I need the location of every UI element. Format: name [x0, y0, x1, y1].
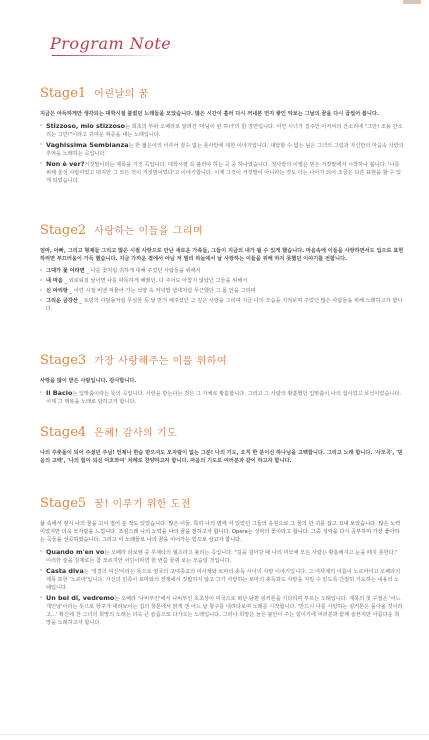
stage-2-item-4	[40, 297, 404, 313]
stage-2-item-1	[40, 267, 404, 275]
stage-1-title: 어린날의 꿈	[94, 89, 149, 100]
stage-5-title: 꿈! 이루기 위한 도전	[94, 499, 192, 510]
song-description: 는 희초의 부파 오페라로 알려진 '마님이 된 하녀'의 한 장면입니다. 어린 시녀가 집주인 아저씨의 잔소리에 "그만! 조용 잔소리는 그만!"이라고 귀여운 짜증을 내는 노래입니다.	[46, 124, 403, 138]
song-title: Quando m'en vo	[46, 548, 105, 556]
corner-tab	[403, 0, 421, 4]
stage-3-heading	[40, 352, 404, 374]
stage-5-heading	[40, 495, 404, 517]
song-description: 는 한 젊은이의 이루어 질수 없는 풋사랑에 대한 이야기입니다. 대답할 수 없는 님은 그녀의 그림과 자신만의 마음속 사랑의 추억을 노래하는 곡입니다.	[46, 143, 404, 157]
stage-4-intro: 나의 주춧돌이 되어 주셨던 주님! 언제나 한숨 받으셔도 모자람이 없는 그분! 나의 기도, 오직 한 분이신 하나님을 고백합니다. 그리고 노래 합니다. '사모곡', '믿음의 고백', '나의 힘이 되신 여호와여' 차례로 찬양하고자 합니다. 마음의 기도로 여러분과 같이 하고자 합니다.	[40, 450, 403, 464]
stage-5-section	[40, 495, 404, 629]
stage-2-heading	[40, 222, 404, 244]
song-description: _ 나를 꽃처럼 귀하게 대해 주었던 사람들을 위해서	[86, 268, 201, 274]
song-title: Un bel di, vedremo	[46, 594, 115, 602]
song-title: Non è ver?	[46, 160, 85, 168]
song-description: 거짓말이라는 제목을 가진 곡입니다. 대학시절 꼭 불러야 하는 곡 중 하나였습니다. 첫사랑의 이별은 믿은 거짓말에서 시작하나 봅니다. '나를 위해 울성 사람이었고 떠지만 그 모든 것이 거짓말이었다'고 이야기합니다. 이제 그것이 거짓말이 아니라는 것도 아는 나이가 되어 조금은 다른 표현을 할 수 있게 되었습니다.	[46, 162, 402, 184]
stage-3-list	[40, 389, 404, 406]
stage-3-title: 가장 사랑해주는 이를 위하여	[94, 356, 228, 367]
bottom-divider	[0, 734, 429, 735]
song-title: 신 아리랑	[46, 288, 68, 294]
song-title: 그대가 꽃 이라면	[46, 268, 85, 274]
stage-5-list	[40, 548, 404, 627]
stage-3-intro: 사랑을 많이 받은 사람입니다. 감사합니다.	[40, 378, 137, 384]
stage-5-item-1	[40, 548, 404, 565]
song-title: Stizzoso, mio stizzoso	[46, 122, 126, 130]
stage-4-title: 은혜! 감사의 기도	[94, 428, 178, 439]
stage-2-label: Stage2	[40, 223, 87, 238]
stage-1-item-1	[40, 122, 404, 139]
stage-1-label: Stage1	[40, 86, 87, 101]
title-underline	[52, 55, 164, 56]
stage-1-item-3	[40, 160, 404, 185]
stage-2-list	[40, 267, 404, 313]
stage-4-label: Stage4	[40, 425, 87, 440]
stage-1-intro: 지금은 아득하게만 생각되는 대학시절 불렀던 노래들을 모았습니다. 많은 시간이 흘러 다시 꺼내본 먼지 쌓인 악보는 그날의 꿈을 다시 곱씹어 봅니다.	[40, 111, 379, 117]
song-description: _ 토방의 디딤돌처럼 무심한 듯 날 반겨 해주셨던 그 깊은 사랑을 그리며 지금 나의 모습을 지켜보며 주었던 많은 사람들을 위해 노래하고자 합니다.	[46, 298, 403, 312]
stage-1-list	[40, 122, 404, 185]
song-description: _ 어린 시절 비엔 저물어 가는 석양 속 저녁밥 냄새처럼 푸근했던 그 몸 안을 그리며	[69, 288, 256, 294]
song-title: Casta diva	[46, 567, 84, 575]
stage-4-section	[40, 424, 404, 465]
song-description: 는 입맞춤이라는 뜻의 곡입니다. 사랑을 받는다는 것은 그 자체로 황홀합니다. 그리고 그 사람의 황홀했던 입맞춤이 나의 힘이었고 보석이었습니다. 이제 그 행복을 노래로 담하고자 합니다.	[46, 391, 401, 405]
song-description: 는 '정결의 여신'이라는 뜻으로 영국의 고대종교의 여사제와 로마의 총독 사이의 사랑 이야기입니다. 그 여사제의 이름이 노르마이고 오페라의 제목 또한 '노르마'입니다. 자신의 민족이 로마와의 전쟁에서 짓밟히지 않고 그가 사랑하는 로마의 총독과도 사랑을 지킬 수 있도록 간절히 기도하는 내용의 노래입니다.	[46, 569, 401, 591]
stage-3-item-1	[40, 389, 404, 406]
stage-5-label: Stage5	[40, 496, 87, 511]
stage-1-section	[40, 85, 404, 187]
stage-2-item-2	[40, 277, 404, 285]
song-title: Il Bacio	[46, 389, 73, 397]
stage-2-item-3	[40, 287, 404, 295]
page-title: Program Note	[50, 34, 172, 53]
song-description: 는 오페라 라보엠 중 무제타의 월츠라고 불리는 곡입니다. "길을 걸어갈 때 나의 미모에 모든 사람은 황홀해지고 눈을 떼지 못한다." 이러한 술을 실제로는 참 모르지만 어딘이라면 한 번쯤 꿈꿔 보는 모습일 것입니다.	[46, 550, 398, 564]
stage-1-heading	[40, 85, 404, 107]
stage-5-item-3	[40, 594, 404, 627]
stage-2-section	[40, 222, 404, 315]
song-title: 내 마음	[46, 278, 63, 284]
stage-2-intro: 엄마, 아빠, 그리고 형제들 그리고 많은 시절 사랑으로 만난 새로운 가족들, 그들이 지금의 내가 될 수 있게 했습니다. 마음속에 이들을 사랑하면서도 입으로 표현하려면 부끄러움이 가득 했습니다. 지금 가까운 곁에서 아님 저 멀리 하늘에서 날 사랑하는 이들을 위해 하지 못했던 이야기를 전합니다.	[40, 248, 404, 262]
stage-4-heading	[40, 424, 404, 446]
song-description: _ 외로워질 날이면 나를 따뜻하게 해줬던, 다 주어도 아깝지 않았던 그들을 위해서	[64, 278, 248, 284]
stage-5-item-2	[40, 567, 404, 592]
song-description: 는 오페라 '나비부인'에서 나비부인 초초상이 미국으로 떠난 남편 핑커톤을 기다리며 부르는 노래입니다. 제목의 첫 구절은 '어느 개인날'이라는 뜻으로 항구가 내려보이는 집의 창문에서 맑게 갠 어느 날 항구를 내려다보며 노래를 시작합니다. '반드시 나를 사랑하는 핑커톤은 돌아올 것이라고...' 확신에 찬 그녀의 희망의 노래는 더욱 큰 슬픔으로 다가오는 노래입니다. 그러나 희망은 늘은 불안이 주는 힘이기에 여러분과 함께 슬픈지만 아름다운 희망을 노래하고자 합니다.	[46, 596, 403, 626]
stage-3-section	[40, 352, 404, 408]
song-title: Vaghissima Sembianza	[46, 141, 129, 149]
stage-3-label: Stage3	[40, 353, 87, 368]
stage-1-item-2	[40, 141, 404, 158]
song-title: 그리운 금강산	[46, 298, 78, 304]
stage-2-title: 사랑하는 이들을 그리며	[94, 226, 204, 237]
stage-5-intro: 삶 속에서 잠시 나의 꿈을 고이 접어 둔 적도 있었습니다. 많은 이들, 특히 나의 옆에 서 있었던 그들의 응원으로 그 꿈의 한 귀를 잡고 끄내 보았습니다. 많은 노력이었지만 더욱 모자람을 느낍니다. 조심스레 나의 노력을 나의 꿈을 전하고자 합니다. Opera는 성악의 꽃이라고 합니다. 그중 성악을 다시 공부하며 가장 좋아하는 곡들을 선곡하였습니다. 그리고 이 노래들로 나의 꿈을 이어가는 힘으로 삼고자 합니다.	[40, 521, 401, 543]
